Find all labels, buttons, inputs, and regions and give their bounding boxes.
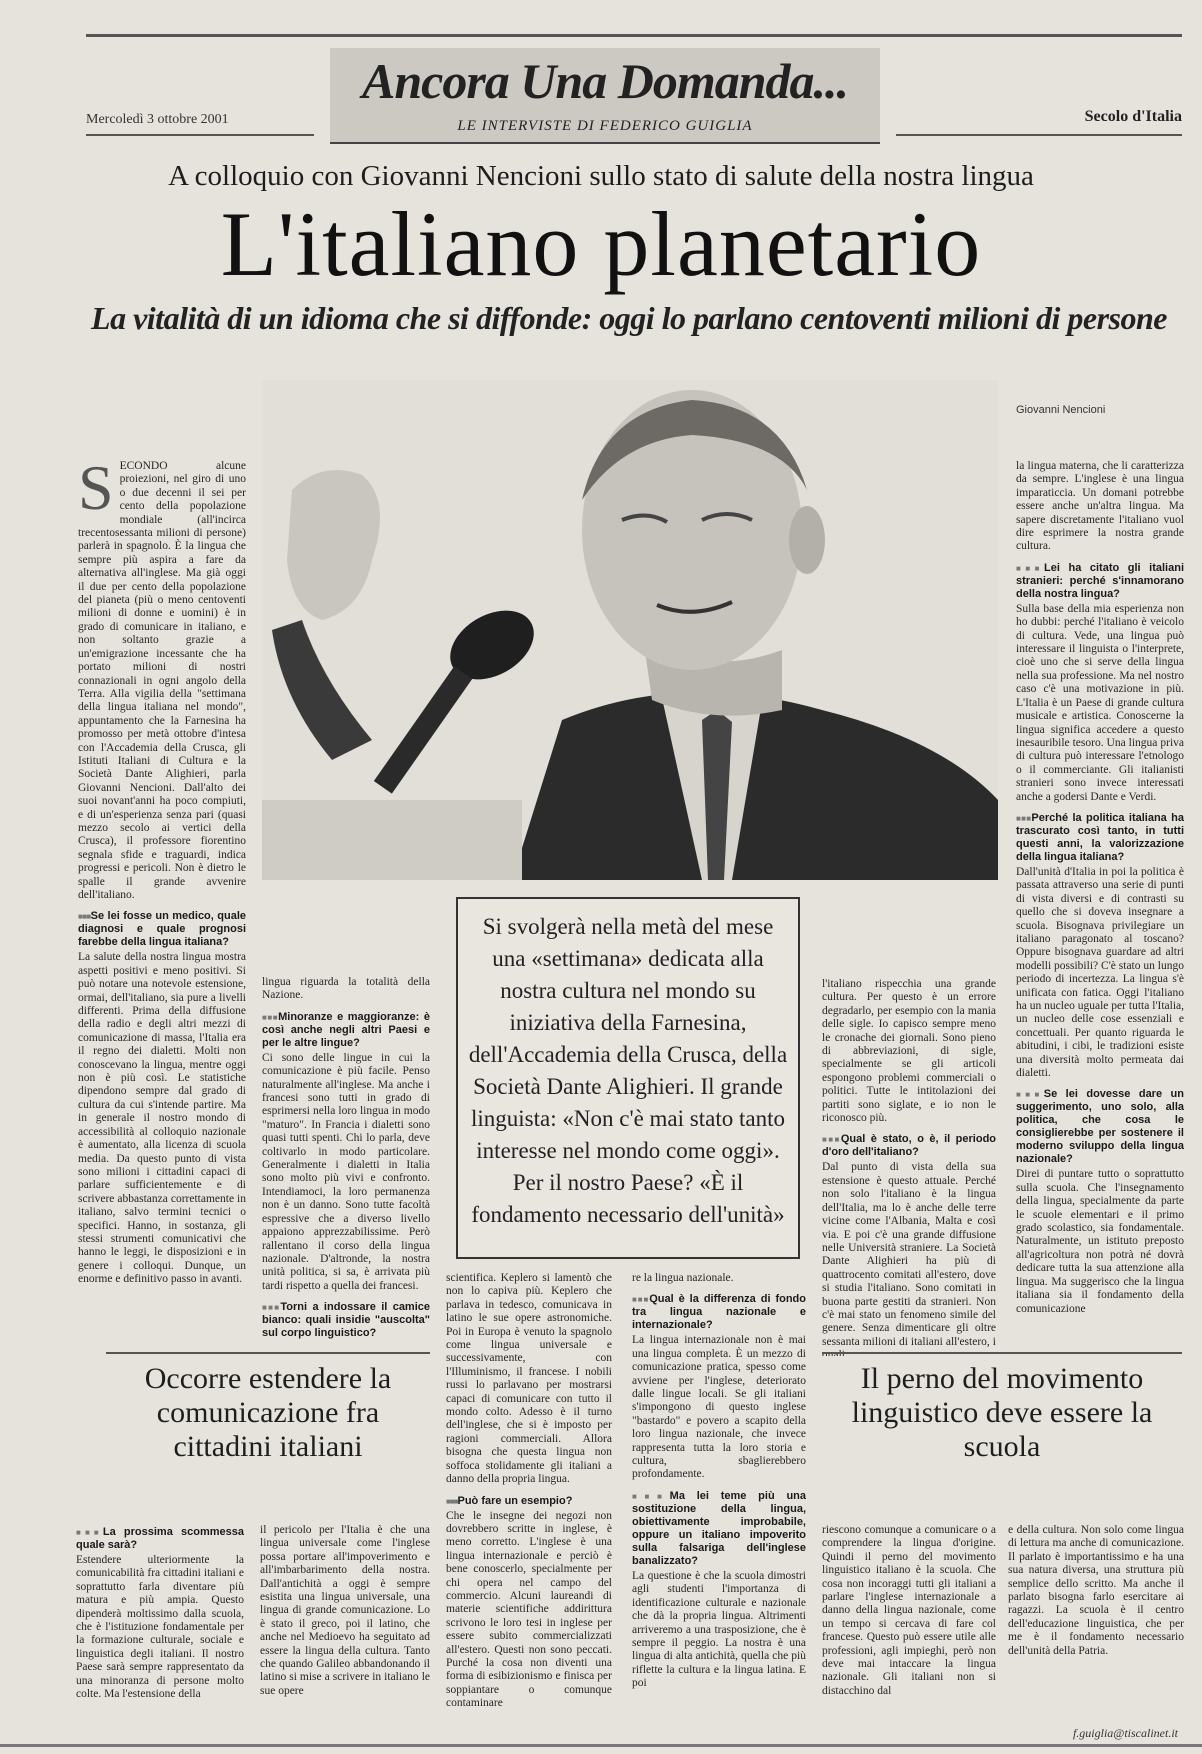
question-4: ■■■ Lei ha citato gli italiani stranieri: perché s'innamorano della nostra lingua? [1016,562,1184,601]
question-9: ■■■ Qual è la differenza di fondo tra lingua nazionale e internazionale? [632,1293,806,1332]
question-3: ■■■ Torni a indossare il camice bianco: quali insidie "auscolta" sul corpo linguistico? [262,1301,430,1340]
center-lower-text: scientifica. Keplero si lamentò che non lo capiva più. Keplero che parlava in tedesco, comunicava in latino le sue opere astronomiche. Poi in Europa è venuto la spagnolo come lingua universale e successivamente, con l'Illuminismo, il francese. I nobili russi lo parlavano per mostrarsi capaci di comunicare con tutto il mondo colto. Adesso è il turno dell'inglese, che si è imposto per ragioni commerciali. Allora bisogna che questa lingua non soffoca stolidamente gli italiani a danno della propria lingua. [446,1272,612,1486]
bottom-rule [0,1744,1202,1747]
question-8: ■■■ Può fare un esempio? [446,1495,612,1508]
mid-right-text: l'italiano rispecchia una grande cultura. Per questo è un errore degradarlo, per esempio con la mania delle sigle. Io capisco sempre meno le cronache dei giornali. Sono pieno di abbreviazioni, di sigle, specialmente se gli articoli espongono problemi commerciali o politici. Tutte le intitolazioni dei partiti sono siglate, e io non le riconosco più. [822,978,996,1125]
answer-4: Sulla base della mia esperienza non ho dubbi: perché l'italiano è veicolo di cultura. Vede, una lingua può interessare il linguista o l'interprete, cioè uno che si serve della lingua nella sua professione. Ma nel nostro caso c'è una motivazione in più. L'Italia è un Paese di grande cultura musicale e artistica. Conoscerne la lingua significa accedere a questo inesauribile tesoro. Una lingua priva di cultura può interessare l'etnologo o il commerciante. Gli italianisti stranieri sono invece interessati anche a godersi Dante e Verdi. [1016,602,1184,803]
masthead-subtitle: LE INTERVISTE DI FEDERICO GUIGLIA [457,118,753,134]
column-2 [262,976,430,1352]
subheading-right: Il perno del movimento linguistico deve essere la scuola [851,1362,1153,1463]
column-4 [632,1272,806,1722]
answer-11: Estendere ulteriormente la comunicabilità fra cittadini italiani e soprattutto farla diventare più matura e più ampia. Questo dipenderà moltissimo dalla scuola, che è l'istituzione fondamentale per la formazione culturale, sociale e linguistica degli italiani. Il nostro Paese sarà sempre rappresentato da una minoranza di persone molto colte. Ma l'estensione della [76,1554,244,1701]
intro-text: ECONDO alcune proiezioni, nel giro di uno o due decenni il sei per cento della popolazione mondiale (all'incirca trecentosessanta milioni di persone) parlerà in spagnolo. È la lingua che sempre più aspira a fare da alternativa all'inglese. Ma già oggi il due per cento della popolazione del pianeta (più o meno centoventi milioni di donne e uomini) è in grado di comunicare in italiano, e non soltanto grazie a un'emigrazione incessante che ha portato milioni di nostri connazionali in ogni angolo della Terra. Alla vigilia della "settimana della lingua italiana nel mondo", appuntamento che la Farnesina ha promosso per metà ottobre d'intesa con l'Accademia della Crusca, gli Istituti Italiani di Cultura e la Società Dante Alighieri, parla Giovanni Nencioni. Dall'alto dei suoi novant'anni ha poco compiuti, e di un'esperienza senza pari (quasi mezzo secolo ai vertici della Crusca), il professore fiorentino segnala sfide e traguardi, indica progressi e pericoli. Non è dietro le spalle il grande avvenire dell'italiano. [78,460,246,901]
column-1 [78,460,246,1350]
masthead [330,48,880,144]
bottom-column-3-text: riescono comunque a comunicare o a comprendere la lingua d'origine. Quindi il perno del movimento linguistico italiano è la scuola. Che cosa non incoraggi tutti gli italiani a parlare l'inglese internazionale a danno della lingua nazionale, come un tempo si cercava di fare col francese. Questo può essere utile alle professioni, agli impieghi, però non deve mai intaccare la lingua nazionale. Gli italiani non si distacchino dal [822,1524,996,1697]
answer-8: Che le insegne dei negozi non dovrebbero scritte in inglese, è meno corretto. L'inglese è una lingua internazionale e perciò è bene conoscerlo, specialmente per chi opera nel campo del commercio. Alcuni laureandi di materie scientifiche addirittura scrivono le loro tesi in inglese per essere subito commercializzati all'estero. Questi non sono peccati. Purché la cosa non diventi una forma di esibizionismo e finisca per soppiantare o comunque contaminare [446,1509,612,1710]
answer-9: La lingua internazionale non è mai una lingua completa. È un mezzo di comunicazione pratica, spesso come avviene per l'inglese, deteriorato dalle lingue locali. Se gli italiani s'impongono di questo inglese "bastardo" e povero a scapito della loro lingua nazionale, che invece rappresenta tutta la loro storia e cultura, sbaglierebbero profondamente. [632,1334,806,1481]
column-4-top: re la lingua nazionale. [632,1272,734,1284]
question-5: ■■■ Perché la politica italiana ha trascurato così tanto, in tutti questi anni, la valorizzazione della lingua italiana? [1016,812,1184,864]
answer-1: La salute della nostra lingua mostra aspetti positivi e meno positivi. Si può notare una notevole estensione, ormai, dell'italiano, sia pure a livelli differenti. Prima della diffusione della radio e degli altri mezzi di comunicazione di massa, l'Italia era il regno dei dialetti. Molti non conoscevano la lingua, mentre oggi non è più così. Le statistiche dipendono sempre dal grado di cultura da cui s'intende partire. Ma in generale il nostro mondo di accessibilità al colloquio nazionale è aumentato, alla licenza di scuola media. Da questo punto di vista sono milioni i cittadini capaci di parlare sufficientemente e di scrivere abbastanza correttamente in italiano, salvo termini tecnici o specifici. Hanno, in sostanza, gli stessi strumenti comunicativi che hanno le leggi, le disposizioni e in genere i colloqui. Dunque, un enorme e definitivo passo in avanti. [78,951,246,1286]
bottom-column-2-text: il pericolo per l'Italia è che una lingua universale come l'inglese possa portare all'impoverimento e all'imbarbarimento della nostra. Dall'antichità a oggi è sempre esistita una lingua universale, una lingua di grande comunicazione. Lo è stato il greco, poi il latino, che anche nel Medioevo ha seguitato ad essere la lingua della cultura. Tanto che quando Galileo abbandonando il latino si mise a scrivere in italiano le sue opere [260,1524,430,1697]
bottom-column-1 [76,1518,244,1728]
pull-quote-box: Si svolgerà nella metà del mese una «settimana» dedicata alla nostra cultura nel mondo su iniziativa della Farnesina, dell'Accademia della Crusca, della Società Dante Alighieri. Il grande linguista: «Non c'è mai stato tanto interesse nel mondo come oggi». Per il nostro Paese? «È il fondamento necessario dell'unità» [456,897,800,1259]
bottom-column-4-text: e della cultura. Non solo come lingua di lettura ma anche di comunicazione. Il parlato è importantissimo e ha una sua natura diversa, una struttura più semplice dello scritto. Ma anche il parlato bisogna farlo esercitare ai ragazzi. La scuola è il centro dell'educazione linguistica, che per me è il fondamento necessario dell'unità della Patria. [1008,1524,1184,1657]
article-subhead: La vitalità di un idioma che si diffonde: oggi lo parlano centoventi milioni di persone [91,300,1167,336]
question-6: ■■■ Qual è stato, o è, il periodo d'oro dell'italiano? [822,1133,996,1159]
intro-paragraph [78,460,246,902]
portrait-photo [262,380,998,880]
question-10: ■■■ Ma lei teme più una sostituzione della lingua, obiettivamente improbabile, oppure un italiano impoverito sulla falsariga dell'inglese banalizzato? [632,1490,806,1568]
bottom-column-2 [260,1524,430,1730]
answer-6: Dal punto di vista della sua estensione è questo attuale. Perché non solo l'italiano è la lingua dell'Italia, ma lo è anche delle terre vicine come l'Albania, Malta e così via. E poi c'è una grande diffusione nelle Università straniere. La Società Dante Alighieri ha più di quattrocento comitati all'estero, dove si studia l'italiano. Sono comitati in buona parte gestiti da stranieri. Non c'è mai stato un fenomeno simile del genere. Senza dimenticare gli oltre sessanta milioni di italiani all'estero, i [822,1161,996,1348]
question-1: ■■■ Se lei fosse un medico, quale diagnosi e quale prognosi farebbe della lingua italiana? [78,910,246,949]
answer-5: Dall'unità d'Italia in poi la politica è passata attraverso una serie di punti di vista diversi e di contrasti su quello che si doveva insegnare a scuola. Bisognava privilegiare un italiano paragonato al toscano? Oppure bisognava guardare ad altri modelli possibili? C'è stato un lungo periodo di incertezza. La lingua s'è unificata con fatica. Oggi l'italiano ha un nucleo uguale per tutta l'Italia, un nucleo delle cose essenziali e concettuali. Per quanto riguarda le abitudini, i cibi, le tradizioni esiste una diversità molto permeata dai dialetti. [1016,865,1184,1080]
sub2-rule [822,1352,1182,1354]
answer-1-end: lingua riguarda la totalità della Nazione. [262,976,430,1002]
header-rule-right [896,134,1182,136]
portrait-illustration [262,380,998,880]
sub1-rule [106,1352,430,1354]
answer-2: Ci sono delle lingue in cui la comunicazione è più facile. Penso naturalmente all'inglese. Ma anche i francesi sono tutti in grado di esprimersi nella loro lingua in modo "maturo". In Francia i dialetti sono quasi tutti spenti. Chi lo parla, deve coltivarlo in modo particolare. Generalmente i dialetti in Italia sono molto più vivi e confronto. Intendiamoci, la loro permanenza non è un danno. Sono tutte facoltà espressive che a diverso livello appaiono apprezzabilissime. Però rallentano il corso della lingua nazionale. D'altronde, la nostra unità politica, si sa, è arrivata più tardi rispetto a quella dei francesi. [262,1051,430,1292]
answer-10: La questione è che la scuola dimostri agli studenti l'importanza di identificazione culturale e nazionale che dà la propria lingua. Altrimenti arriveremo a una trasposizione, che è sempre il peggio. La nostra è una lingua di alta antichità, quella che più riflette la cultura e la lingua latina. E poi [632,1569,806,1690]
right-top-text: la lingua materna, che li caratterizza da sempre. L'inglese è una lingua imparaticcia. Un domani potrebbe essere anche un'altra lingua. Ma sapere discretamente l'italiano vuol dire esprimere la nostra grande cultura. [1016,460,1184,553]
answer-7: Direi di puntare tutto o soprattutto sulla scuola. Che l'insegnamento della lingua, specialmente da parte le scuole elementari e il primo grado scolastico, sia fondamentale. Naturalmente, un istituto preposto all'agricoltura non potrà né dovrà dedicare tutta la sua attenzione alla lingua. Ma suggerisco che la lingua italiana sia il fondamento della comunicazione [1016,1168,1184,1315]
photo-caption: Giovanni Nencioni [1016,404,1106,416]
column-5 [822,978,996,1356]
newspaper-name: Secolo d'Italia [1084,108,1182,125]
question-11: ■■■ La prossima scommessa quale sarà? [76,1526,244,1552]
drop-cap: S [78,460,114,523]
article-headline: L'italiano planetario [220,193,982,295]
column-6 [1016,460,1184,1368]
article-kicker: A colloquio con Giovanni Nencioni sullo stato di salute della nostra lingua [168,160,1034,192]
author-email: f.guiglia@tiscalinet.it [1072,1726,1178,1740]
masthead-title: Ancora Una Domanda... [361,53,849,109]
subheading-left: Occorre estendere la comunicazione fra cittadini italiani [144,1362,392,1463]
top-rule [86,34,1182,37]
column-3 [446,1272,612,1722]
header-rule-left [86,134,314,136]
dateline: Mercoledì 3 ottobre 2001 [86,112,229,127]
question-7: ■■■ Se lei dovesse dare un suggerimento, uno solo, alla politica, che cosa le consiglierebbe per sostenere il moderno sviluppo della lingua nazionale? [1016,1088,1184,1166]
bottom-column-4 [1008,1524,1184,1720]
bottom-column-3 [822,1524,996,1730]
question-2: ■■■ Minoranze e maggioranze: è così anche negli altri Paesi e per le altre lingue? [262,1011,430,1050]
